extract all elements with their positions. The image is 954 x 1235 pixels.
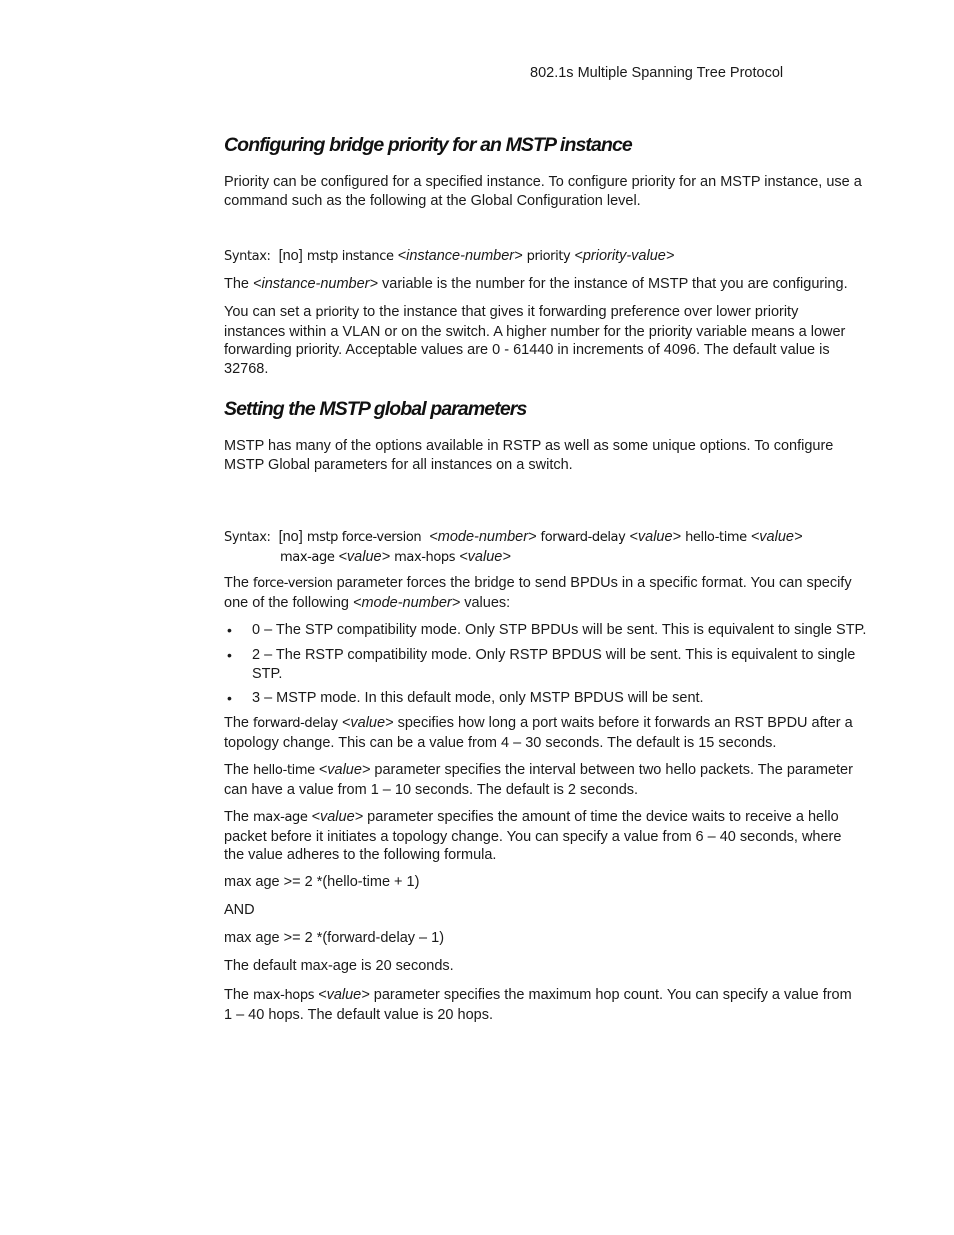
syntax-argument: <value> (338, 548, 391, 565)
formula-hello-time: max age >= 2 *(hello-time + 1) (224, 874, 420, 890)
text: The (224, 276, 249, 292)
text-line: 0 – The STP compatibility mode. Only STP BPDUs will be sent. This is equivalent to single STP. (252, 622, 867, 638)
text: parameter forces the bridge to send BPDUs in a specific format. You can specify (336, 575, 852, 591)
text-line: can have a value from 1 – 10 seconds. The default is 2 seconds. (224, 781, 639, 798)
text: values: (464, 594, 511, 611)
text-line: Priority can be configured for a specified instance. To configure priority for an MSTP instance, use a (224, 174, 862, 190)
text-line: 2 – The RSTP compatibility mode. Only RSTP BPDUS will be sent. This is equivalent to single (252, 647, 856, 663)
syntax-label: Syntax: (224, 530, 271, 545)
text-line: packet before it initiates a topology change. You can specify a value from 6 – 40 seconds, where (224, 828, 842, 845)
list-item-mode-2 (252, 646, 872, 683)
keyword-forward-delay: forward-delay (253, 716, 338, 731)
variable-name: <value> (341, 715, 394, 731)
paragraph-max-hops (224, 986, 874, 1024)
variable-name: <value> (318, 987, 370, 1003)
syntax-mstp-instance (224, 247, 874, 267)
syntax-argument: <instance-number> (397, 248, 523, 264)
text-line: STP. (252, 665, 283, 682)
variable-name: <mode-number> (352, 594, 461, 611)
text-line: forwarding priority. Acceptable values are 0 - 61440 in increments of 4096. The default value is (224, 342, 830, 358)
syntax-argument: <value> (459, 548, 511, 565)
syntax-mstp-force-version (224, 528, 874, 567)
list-item-mode-0 (252, 621, 872, 640)
formula-forward-delay: max age >= 2 *(forward-delay – 1) (224, 930, 445, 946)
section-heading-global-parameters: Setting the MSTP global parameters (224, 398, 527, 420)
section-heading-bridge-priority: Configuring bridge priority for an MSTP instance (224, 134, 632, 156)
text-line: MSTP Global parameters for all instances on a switch. (224, 456, 573, 473)
bullet-marker: • (227, 690, 232, 706)
keyword-force-version: force-version (253, 576, 333, 591)
paragraph-instance-number (224, 275, 874, 294)
keyword-max-hops: max-hops (253, 988, 315, 1003)
text: The (224, 715, 249, 731)
running-header: 802.1s Multiple Spanning Tree Protocol (530, 65, 784, 81)
variable-name: <value> (311, 809, 364, 825)
text-line: MSTP has many of the options available in RSTP as well as some unique options. To configure (224, 438, 834, 454)
syntax-keyword: max-hops (394, 549, 456, 565)
text: variable is the number for the instance of MSTP that you are configuring. (382, 276, 848, 292)
syntax-keyword: hello-time (685, 530, 747, 545)
formula-and: AND (224, 902, 255, 918)
syntax-keyword: forward-delay (540, 530, 626, 545)
text-line: topology change. This can be a value from 4 – 30 seconds. The default is 15 seconds. (224, 734, 777, 751)
text-line: 1 – 40 hops. The default value is 20 hops. (224, 1006, 493, 1023)
keyword-hello-time: hello-time (253, 763, 315, 778)
syntax-no-option: [no] (278, 529, 303, 545)
syntax-argument: <mode-number> (429, 529, 537, 545)
variable-name: <instance-number> (253, 276, 378, 292)
paragraph-max-age (224, 808, 874, 865)
keyword-priority: priority (315, 305, 360, 320)
syntax-argument: <priority-value> (574, 248, 675, 264)
text-line: instances within a VLAN or on the switch. A higher number for the priority variable means a lower (224, 323, 846, 340)
text: one of the following (224, 594, 349, 611)
syntax-command: mstp instance (306, 249, 394, 264)
list-item-mode-3 (252, 689, 872, 708)
text-line: command such as the following at the Global Configuration level. (224, 192, 641, 209)
text-line: 32768. (224, 360, 269, 377)
syntax-label: Syntax: (224, 249, 271, 264)
paragraph-force-version (224, 574, 874, 612)
syntax-argument: <value> (750, 529, 803, 545)
text: to the instance that gives it forwarding preference over lower priority (363, 304, 799, 320)
text: parameter specifies the maximum hop count. You can specify a value from (373, 987, 852, 1003)
bullet-marker: • (227, 647, 232, 663)
paragraph-forward-delay (224, 714, 874, 752)
paragraph-global-intro (224, 437, 874, 474)
text: The (224, 762, 249, 778)
variable-name: <value> (318, 762, 371, 778)
text-line: the value adheres to the following formula. (224, 847, 497, 863)
text: parameter specifies the interval between two hello packets. The parameter (374, 762, 853, 778)
syntax-keyword: max-age (280, 549, 335, 565)
syntax-argument: <value> (629, 529, 682, 545)
paragraph-priority-description (224, 303, 874, 378)
text: The (224, 809, 249, 825)
text: The (224, 575, 249, 591)
syntax-command: mstp force-version (306, 530, 422, 545)
text: parameter specifies the amount of time the device waits to receive a hello (367, 809, 839, 825)
text: specifies how long a port waits before it forwards an RST BPDU after a (397, 715, 853, 731)
text: You can set a (224, 304, 312, 320)
text: The (224, 987, 249, 1003)
bullet-marker: • (227, 622, 232, 638)
paragraph-default-max-age: The default max-age is 20 seconds. (224, 958, 454, 974)
keyword-max-age: max-age (253, 810, 308, 825)
paragraph-hello-time (224, 761, 874, 799)
syntax-no-option: [no] (278, 248, 303, 264)
paragraph-priority-intro (224, 173, 874, 210)
text-line: 3 – MSTP mode. In this default mode, only MSTP BPDUS will be sent. (252, 690, 704, 706)
syntax-keyword: priority (526, 249, 571, 264)
